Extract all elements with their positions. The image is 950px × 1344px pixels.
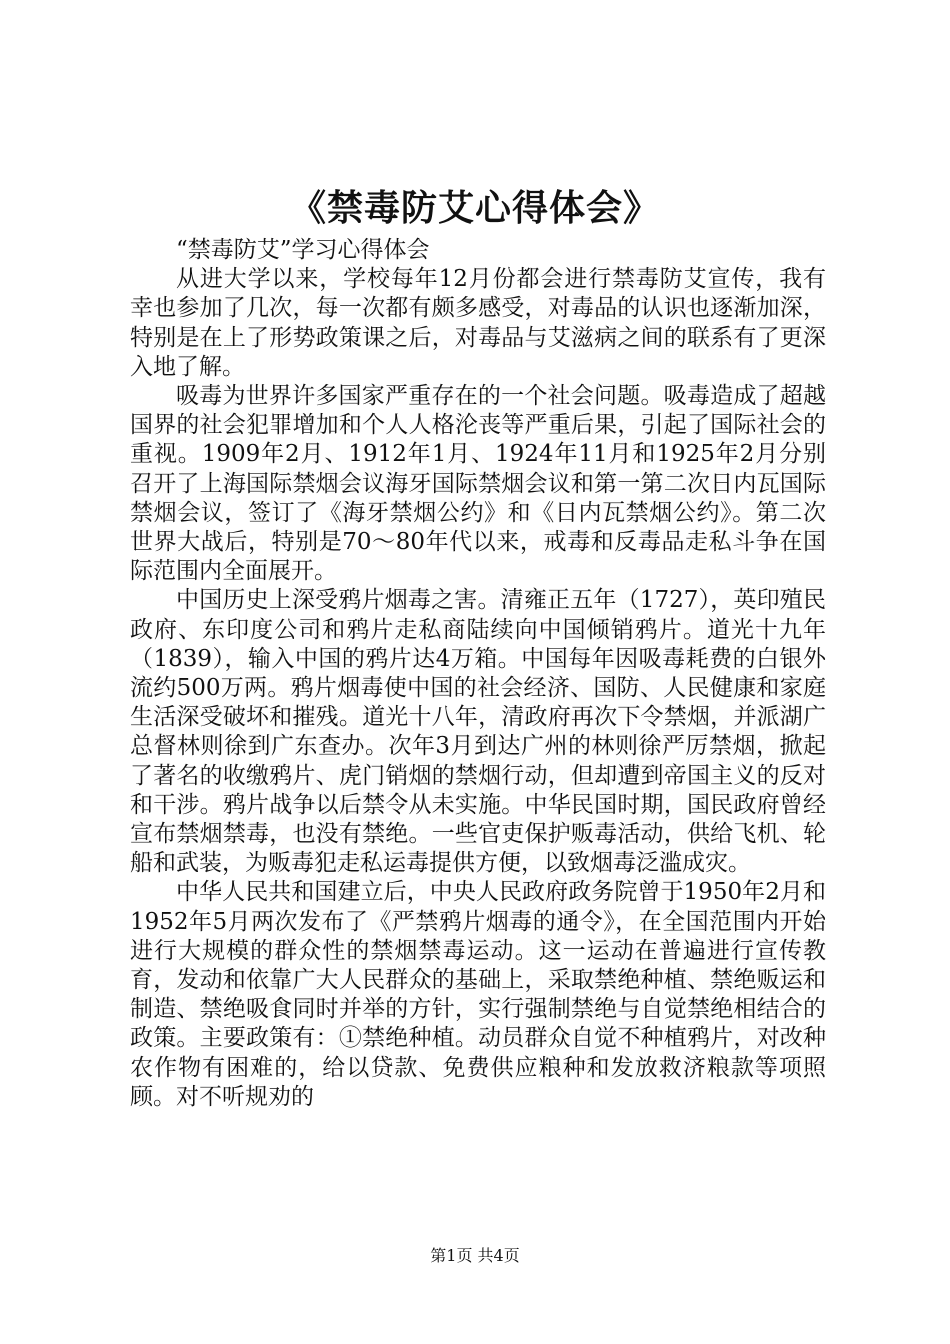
subtitle-paragraph: “禁毒防艾”学习心得体会 [176,237,430,263]
body-paragraph: 中国历史上深受鸦片烟毒之害。清雍正五年（1727），英印殖民政府、东印度公司和鸦片走私商陆续向中国倾销鸦片。道光十九年（1839），输入中国的鸦片达4万箱。中国每年因吸毒耗费的白银外流约500万两。鸦片烟毒使中国的社会经济、国防、人民健康和家庭生活深受破坏和摧残。道光十八年，清政府再次下令禁烟，并派湖广总督林则徐到广东查办。次年3月到达广州的林则徐严厉禁烟，掀起了著名的收缴鸦片、虎门销烟的禁烟行动，但却遭到帝国主义的反对和干涉。鸦片战争以后禁令从未实施。中华民国时期，国民政府曾经宣布禁烟禁毒，也没有禁绝。一些官吏保护贩毒活动，供给飞机、轮船和武装，为贩毒犯走私运毒提供方便，以致烟毒泛滥成灾。 [130,587,826,877]
document-body [130,236,826,1112]
body-paragraph: 从进大学以来，学校每年12月份都会进行禁毒防艾宣传，我有幸也参加了几次，每一次都有颇多感受，对毒品的认识也逐渐加深，特别是在上了形势政策课之后，对毒品与艾滋病之间的联系有了更深入地了解。 [130,266,826,380]
body-paragraph: 中华人民共和国建立后，中央人民政府政务院曾于1950年2月和1952年5月两次发布了《严禁鸦片烟毒的通令》，在全国范围内开始进行大规模的群众性的禁烟禁毒运动。这一运动在普遍进行宣传教育，发动和依靠广大人民群众的基础上，采取禁绝种植、禁绝贩运和制造、禁绝吸食同时并举的方针，实行强制禁绝与自觉禁绝相结合的政策。主要政策有：①禁绝种植。动员群众自觉不种植鸦片，对改种农作物有困难的，给以贷款、免费供应粮种和发放救济粮款等项照顾。对不听规劝的 [130,879,826,1110]
body-paragraph: 吸毒为世界许多国家严重存在的一个社会问题。吸毒造成了超越国界的社会犯罪增加和个人人格沦丧等严重后果，引起了国际社会的重视。1909年2月、1912年1月、1924年11月和1925年2月分别召开了上海国际禁烟会议海牙国际禁烟会议和第一第二次日内瓦国际禁烟会议，签订了《海牙禁烟公约》和《日内瓦禁烟公约》。第二次世界大战后，特别是70～80年代以来，戒毒和反毒品走私斗争在国际范围内全面展开。 [130,383,826,585]
page-number-footer: 第1页 共4页 [430,1246,520,1265]
document-title: 《禁毒防艾心得体会》 [289,187,660,229]
